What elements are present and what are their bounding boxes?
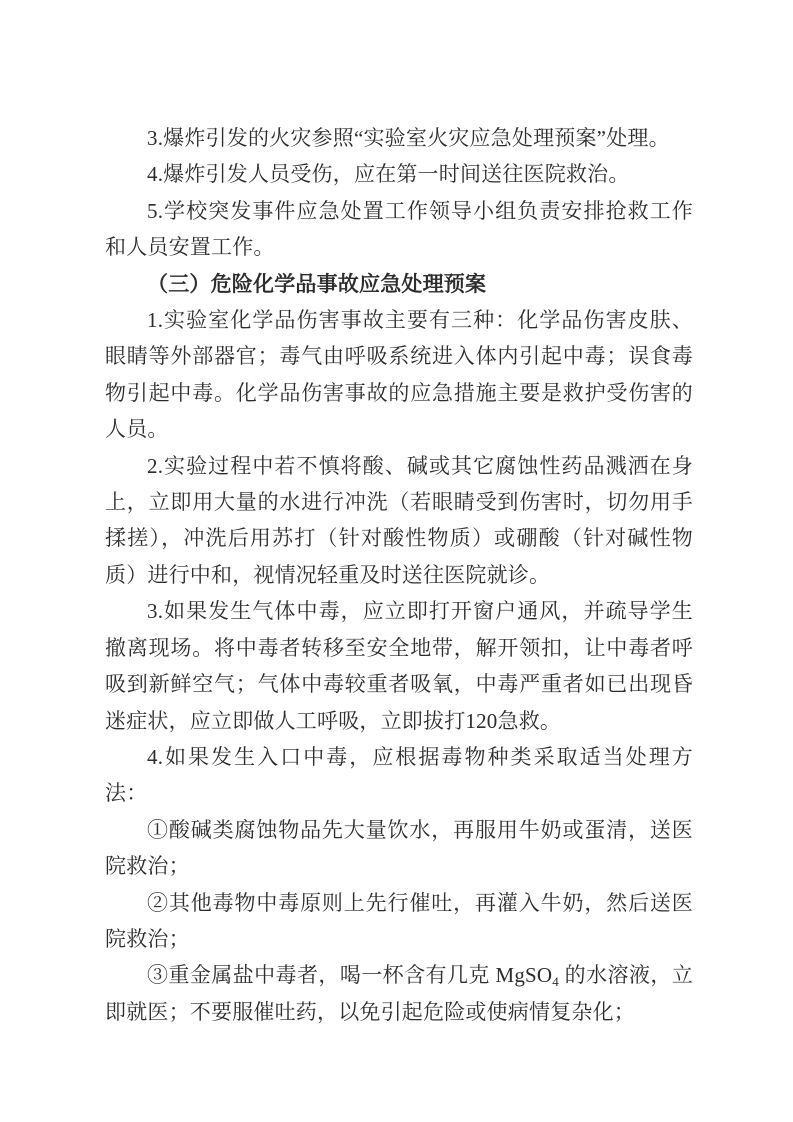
text-run: 4.如果发生入口中毒，应根据毒物种类采取适当处理方法： [105, 744, 693, 806]
text-run: ②其他毒物中毒原则上先行催吐，再灌入牛奶，然后送医院救治； [105, 890, 693, 951]
text-run: （三）危险化学品事故应急处理预案 [147, 271, 487, 296]
text-run: 3.爆炸引发的火灾参照“实验室火灾应急处理预案”处理。 [147, 126, 670, 150]
chemical-formula-subscript: 4 [552, 974, 559, 990]
paragraph [105, 302, 693, 448]
text-run: ③重金属盐中毒者，喝一杯含有几克 MgSO [147, 963, 553, 988]
paragraph [105, 120, 693, 156]
text-run: 4.爆炸引发人员受伤，应在第一时间送往医院救治。 [147, 162, 630, 187]
paragraph [105, 193, 693, 266]
section-heading [105, 266, 693, 302]
paragraph [105, 156, 693, 192]
paragraph [105, 885, 693, 958]
paragraph [105, 593, 693, 739]
text-run: 3.如果发生气体中毒，应立即打开窗户通风，并疏导学生撤离现场。将中毒者转移至安全地带，解开领扣，让中毒者呼吸到新鲜空气；气体中毒较重者吸氧，中毒严重者如已出现昏迷症状，应立即做人工呼吸，立即拔打120急救。 [105, 599, 693, 733]
paragraph [105, 812, 693, 885]
paragraph [105, 957, 693, 1030]
text-run: ①酸碱类腐蚀物品先大量饮水，再服用牛奶或蛋清，送医院救治； [105, 817, 693, 879]
text-run: 的水溶液，立即就医；不要服催吐药，以免引起危险或使病情复杂化； [105, 963, 693, 1024]
text-run: 2.实验过程中若不慎将酸、碱或其它腐蚀性药品溅洒在身上，立即用大量的水进行冲洗（若眼睛受到伤害时，切勿用手揉搓），冲洗后用苏打（针对酸性物质）或硼酸（针对碱性物质）进行中和，视情况轻重及时送往医院就诊。 [105, 453, 693, 587]
text-run: 1.实验室化学品伤害事故主要有三种：化学品伤害皮肤、眼睛等外部器官；毒气由呼吸系统进入体内引起中毒；误食毒物引起中毒。化学品伤害事故的应急措施主要是救护受伤害的人员。 [105, 308, 693, 442]
paragraph [105, 448, 693, 594]
paragraph [105, 739, 693, 812]
text-run: 5.学校突发事件应急处置工作领导小组负责安排抢救工作和人员安置工作。 [105, 198, 693, 260]
document-body [105, 120, 693, 1030]
